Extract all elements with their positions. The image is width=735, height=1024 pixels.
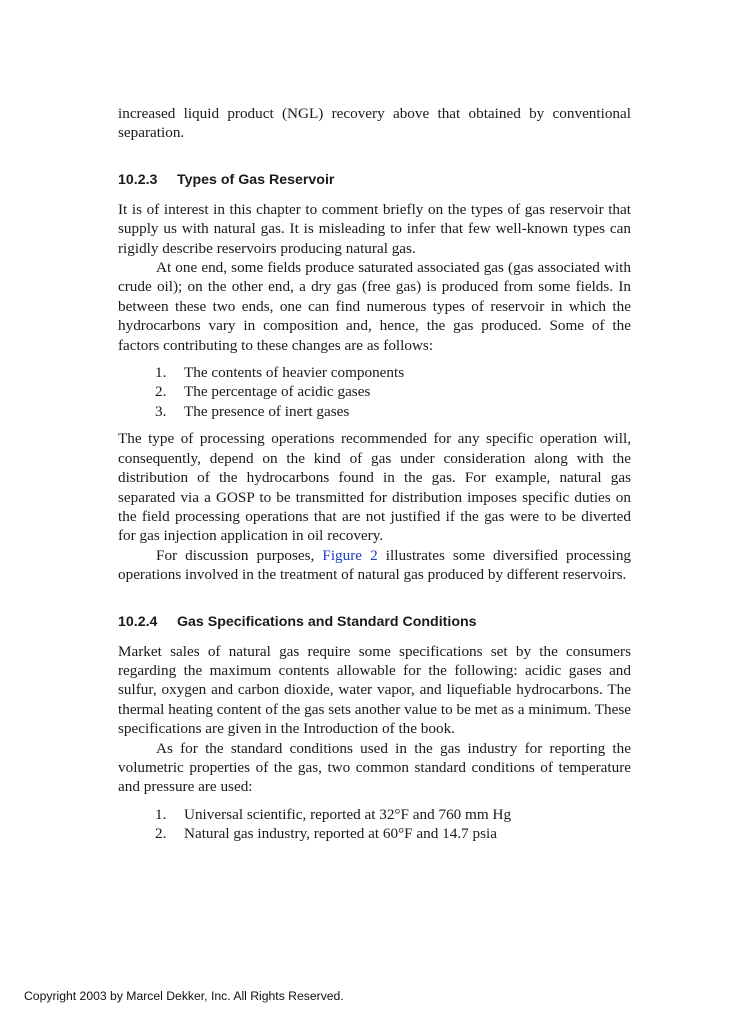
- list-item: 2. Natural gas industry, reported at 60°F and 14.7 psia: [155, 825, 497, 843]
- section-title: Gas Specifications and Standard Conditions: [177, 613, 477, 630]
- section-title: Types of Gas Reservoir: [177, 171, 335, 188]
- list-item: 2. The percentage of acidic gases: [155, 383, 371, 401]
- section-heading-10-2-3: [118, 171, 631, 190]
- section-number: 10.2.3: [118, 171, 158, 188]
- paragraph: As for the standard conditions used in the gas industry for reporting the volumetric properties of the gas, two common standard conditions of temperature and pressure are used:: [118, 739, 631, 796]
- section-heading-10-2-4: [118, 613, 631, 632]
- intro-paragraph: increased liquid product (NGL) recovery above that obtained by conventional separation.: [118, 105, 631, 142]
- figure-2-link[interactable]: Figure 2: [322, 546, 378, 564]
- list-item: 1. Universal scientific, reported at 32°F and 760 mm Hg: [155, 805, 512, 823]
- paragraph: The type of processing operations recommended for any specific operation will, consequently, depend on the kind of gas under consideration along with the distribution of the hydrocarbons found in the gas. For example, natural gas separated via a GOSP to be transmitted for distribution imposes specific duties on the field processing operations that are not justified if the gas were to be diverted for gas injection application in oil recovery.: [118, 430, 631, 545]
- paragraph: For discussion purposes, Figure 2 illustrates some diversified processing operations involved in the treatment of natural gas produced by different reservoirs.: [118, 546, 632, 584]
- paragraph: At one end, some fields produce saturated associated gas (gas associated with crude oil); on the other end, a dry gas (free gas) is produced from some fields. In between these two ends, one can find numerous types of reservoir in which the hydrocarbons vary in composition and, hence, the gas produced. Some of the factors contributing to these changes are as follows:: [118, 259, 631, 354]
- page-body: [118, 104, 631, 852]
- copyright-footer: Copyright 2003 by Marcel Dekker, Inc. All Rights Reserved.: [24, 989, 344, 1003]
- standard-conditions-list: [118, 805, 631, 844]
- section-number: 10.2.4: [118, 613, 158, 630]
- list-item: 1. The contents of heavier components: [155, 364, 405, 382]
- paragraph: It is of interest in this chapter to comment briefly on the types of gas reservoir that supply us with natural gas. It is misleading to infer that few well-known types can rigidly describe reservoirs producing natural gas.: [118, 200, 631, 257]
- list-item: 3. The presence of inert gases: [155, 402, 350, 420]
- paragraph: Market sales of natural gas require some specifications set by the consumers regarding the maximum contents allowable for the following: acidic gases and sulfur, oxygen and carbon dioxide, water vapor, and liquefiable hydrocarbons. The thermal heating content of the gas sets another value to be met as a minimum. These specifications are given in the Introduction of the book.: [118, 642, 631, 738]
- factors-list: [118, 363, 631, 421]
